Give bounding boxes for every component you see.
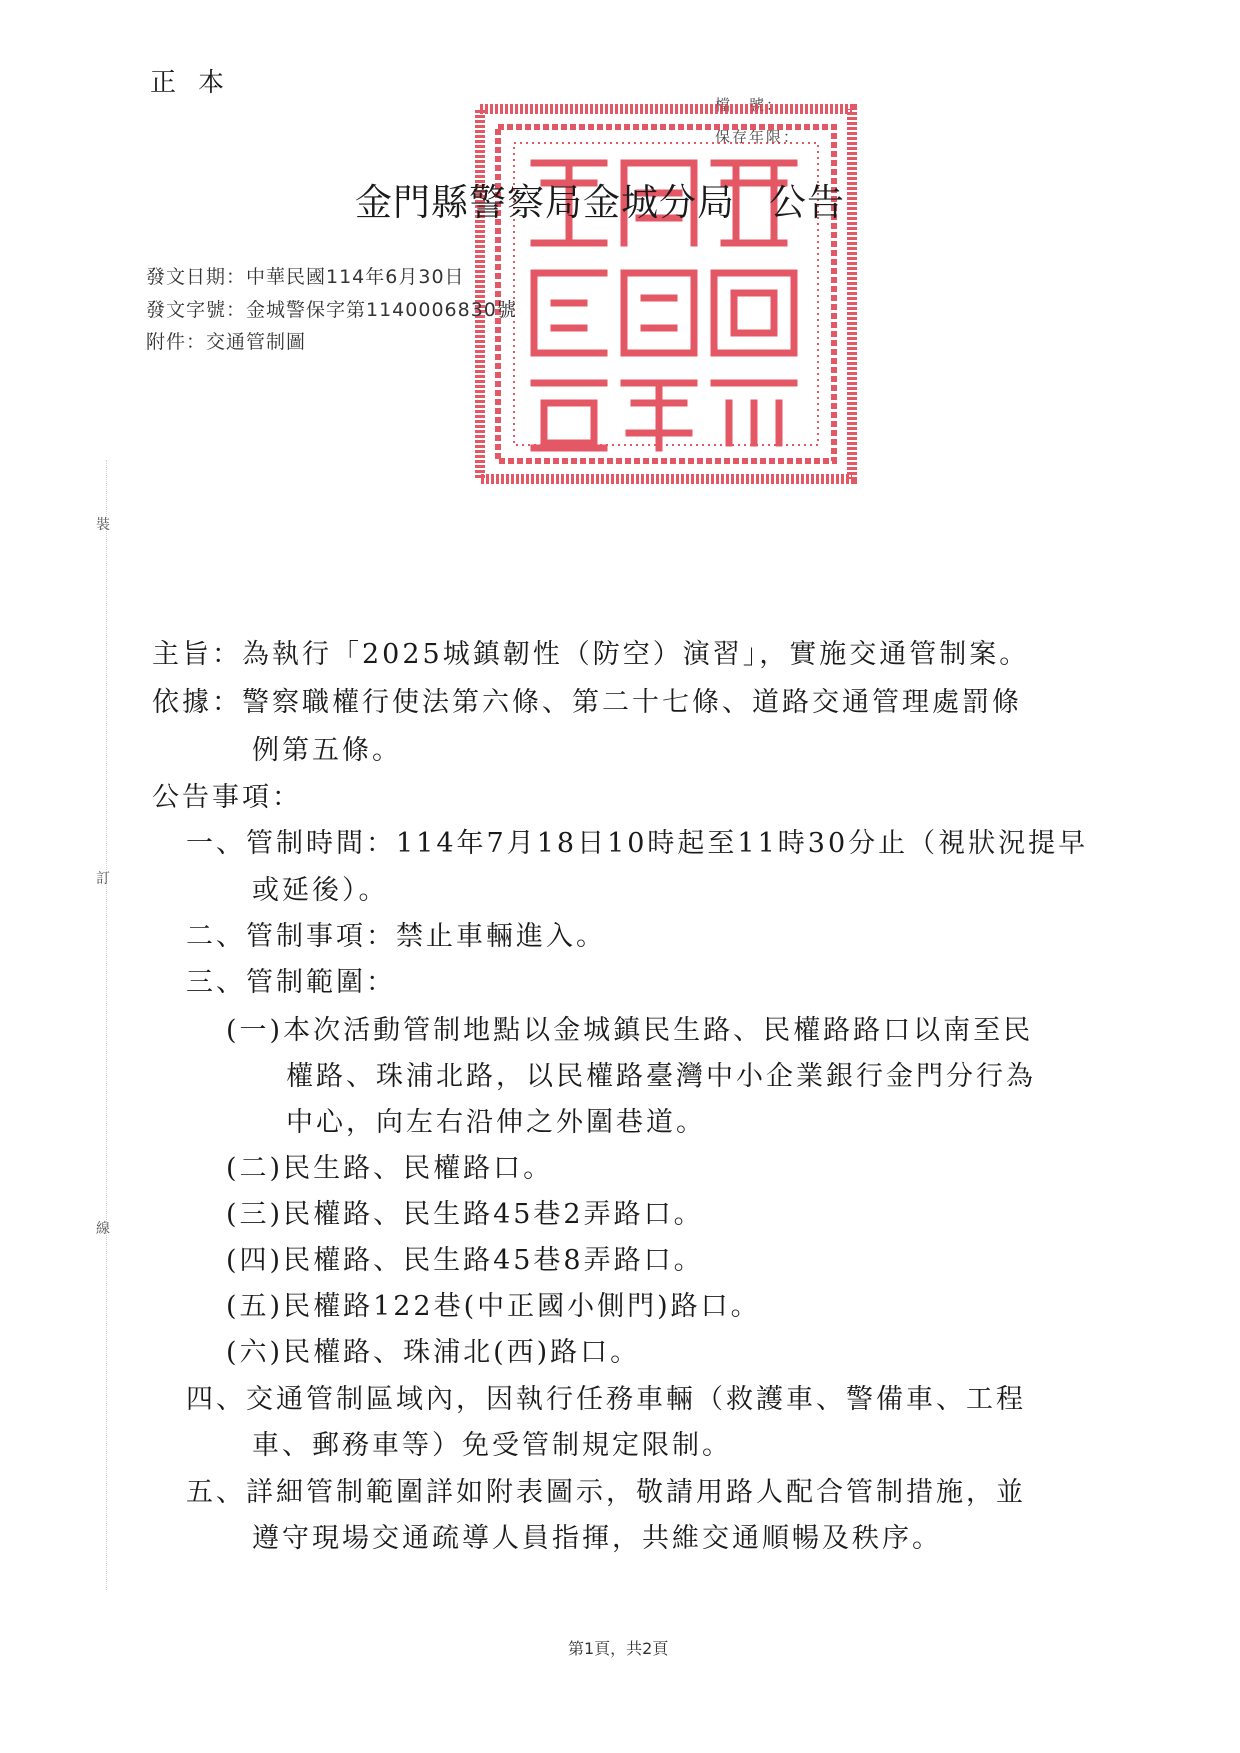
announcement-item: 一、管制時間：114年7月18日10時起至11時30分止（視狀況提早: [186, 828, 1089, 859]
control-area-item: 中心，向左右沿伸之外圍巷道。: [286, 1107, 706, 1138]
control-area-item: (四)民權路、民生路45巷8弄路口。: [226, 1245, 704, 1276]
control-area-item: (六)民權路、珠浦北(西)路口。: [226, 1337, 641, 1368]
copy-type-label: 正本: [150, 68, 247, 98]
control-area-item: (二)民生路、民權路口。: [226, 1153, 554, 1184]
announcement-item: 或延後）。: [252, 875, 389, 906]
announcement-item: 五、詳細管制範圍詳如附表圖示，敬請用路人配合管制措施，並: [186, 1477, 1026, 1508]
binding-mark: 裝: [96, 517, 110, 533]
binding-mark: 線: [96, 1221, 110, 1237]
retention-period-label: 保存年限：: [715, 128, 801, 146]
official-seal-stamp: [474, 103, 858, 485]
announcement-item: 二、管制事項：禁止車輛進入。: [186, 921, 606, 952]
basis-line: 例第五條。: [252, 735, 402, 766]
binding-mark: 訂: [96, 871, 110, 887]
issue-date: 發文日期：中華民國114年6月30日: [146, 266, 465, 288]
control-area-item: (一)本次活動管制地點以金城鎮民生路、民權路路口以南至民: [226, 1015, 1034, 1046]
document-number: 發文字號：金城警保字第1140006830號: [146, 299, 517, 321]
announcement-item: 車、郵務車等）免受管制規定限制。: [252, 1430, 732, 1461]
announcement-heading: 公告事項：: [152, 782, 302, 813]
control-area-item: (五)民權路122巷(中正國小側門)路口。: [226, 1291, 761, 1322]
title-document-type: 公告: [769, 181, 845, 224]
document-title: [355, 172, 845, 226]
control-area-item: (三)民權路、民生路45巷2弄路口。: [226, 1199, 704, 1230]
subject-line: 主旨：為執行「2025城鎮韌性（防空）演習」，實施交通管制案。: [152, 639, 1030, 670]
binding-line: [106, 460, 107, 1590]
file-number-label: 檔 號：: [715, 96, 784, 114]
page-number: 第1頁，共2頁: [568, 1639, 669, 1658]
title-organization: 金門縣警察局金城分局: [355, 181, 735, 224]
announcement-item: 四、交通管制區域內，因執行任務車輛（救護車、警備車、工程: [186, 1384, 1026, 1415]
announcement-item: 遵守現場交通疏導人員指揮，共維交通順暢及秩序。: [252, 1523, 942, 1554]
attachment-label: 附件：交通管制圖: [146, 331, 307, 353]
control-area-item: 權路、珠浦北路，以民權路臺灣中小企業銀行金門分行為: [286, 1061, 1036, 1092]
announcement-item: 三、管制範圍：: [186, 967, 396, 998]
basis-line: 依據：警察職權行使法第六條、第二十七條、道路交通管理處罰條: [152, 687, 1022, 718]
